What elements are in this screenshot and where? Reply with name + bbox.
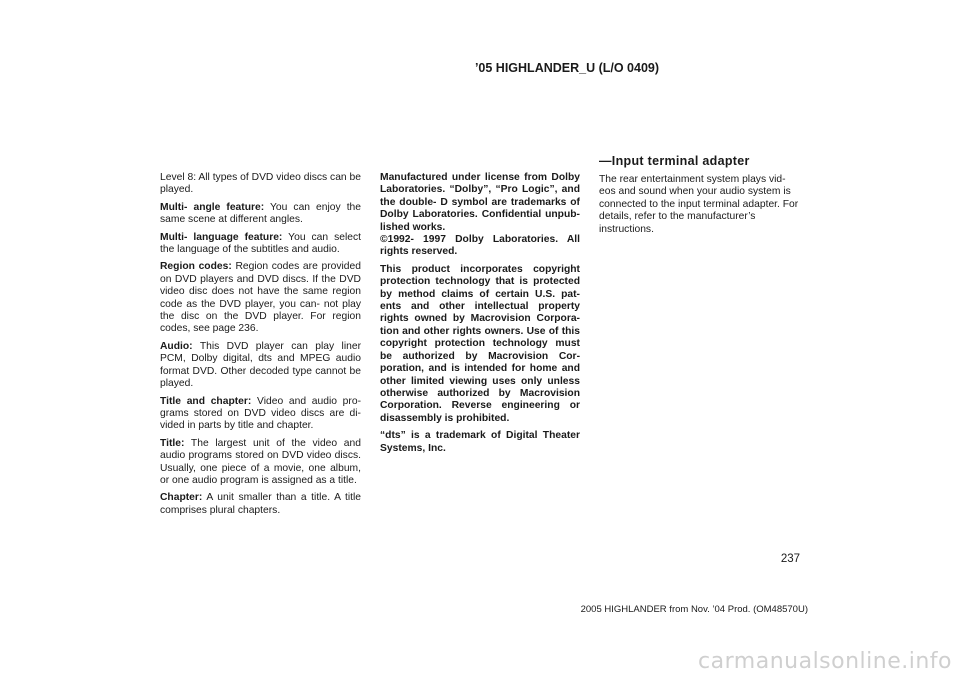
term-label: Region codes: [160, 261, 232, 273]
macrovision-notice: This product incorporates copyright protection technology that is protected by method claims of certain U.S. pat- ents and other intellectual property rights owned by Macrovision Corpora- tion and other rights owners. Use of this copyright protection technology must be authorized by Macrovision Cor- poration, and is intended for home and other limited viewing uses only unless otherwise authorized by Macrovision Corporation. Reverse engineering or disassembly is prohibited. [380, 263, 580, 424]
input-adapter-paragraph: The rear entertainment system plays vid- eos and sound when your audio system is connected to the input terminal adapter. For details, refer to the manufacturer’s instructions. [599, 174, 799, 235]
term-label: Title and chapter: [160, 395, 252, 407]
middle-column [380, 172, 580, 460]
term-text: A unit smaller than a title. A title comprises plural chapters. [160, 492, 361, 516]
definition-multi-language [160, 232, 361, 257]
definition-region-codes [160, 261, 361, 335]
dolby-notice-text: Manufactured under license from Dolby Laboratories. “Dolby”, “Pro Logic”, and the double- D symbol are trademarks of Dolby Laboratories. Confidential unpub- lished works. [380, 172, 580, 233]
definition-title-and-chapter [160, 396, 361, 433]
definition-chapter [160, 492, 361, 517]
term-text: You can select the language of the subtitles and audio. [160, 231, 361, 256]
page-number: 237 [780, 553, 800, 565]
document-header: ’05 HIGHLANDER_U (L/O 0409) [474, 61, 660, 75]
definition-audio [160, 341, 361, 391]
term-label: Title: [160, 437, 185, 449]
watermark-logo: carmanualsonline.info [698, 649, 952, 674]
term-text: The largest unit of the video and audio programs stored on DVD video discs. Usually, one piece of a movie, one album, or one audio program is assigned as a title. [160, 437, 361, 486]
term-label: Audio: [160, 340, 193, 352]
document-footer: 2005 HIGHLANDER from Nov. ’04 Prod. (OM48570U) [580, 604, 808, 615]
dolby-notice [380, 172, 580, 259]
term-text: This DVD player can play liner PCM, Dolby digital, dts and MPEG audio format DVD. Other decoded type cannot be played. [160, 340, 361, 390]
term-text: Video and audio pro- grams stored on DVD video discs are di- vided in parts by title and chapter. [160, 395, 361, 432]
section-title: —Input terminal adapter [599, 154, 750, 168]
term-text: You can enjoy the same scene at different angles. [160, 201, 362, 226]
right-column [599, 174, 801, 236]
term-label: Chapter: [160, 492, 203, 504]
left-column [160, 172, 361, 522]
level8-paragraph: Level 8: All types of DVD video discs can be played. [160, 172, 361, 196]
definition-multi-angle [160, 202, 361, 227]
term-label: Multi- angle feature: [160, 201, 265, 213]
definition-title [160, 438, 361, 488]
dts-notice: “dts” is a trademark of Digital Theater Systems, Inc. [380, 430, 580, 454]
term-label: Multi- language feature: [160, 231, 283, 243]
dolby-copyright: ©1992- 1997 Dolby Laboratories. All rights reserved. [380, 234, 580, 258]
term-text: Region codes are provided on DVD players and DVD discs. If the DVD video disc does not have the same region code as the DVD player, you can- not play the disc on the DVD player. For region codes, see page 236. [160, 261, 361, 335]
